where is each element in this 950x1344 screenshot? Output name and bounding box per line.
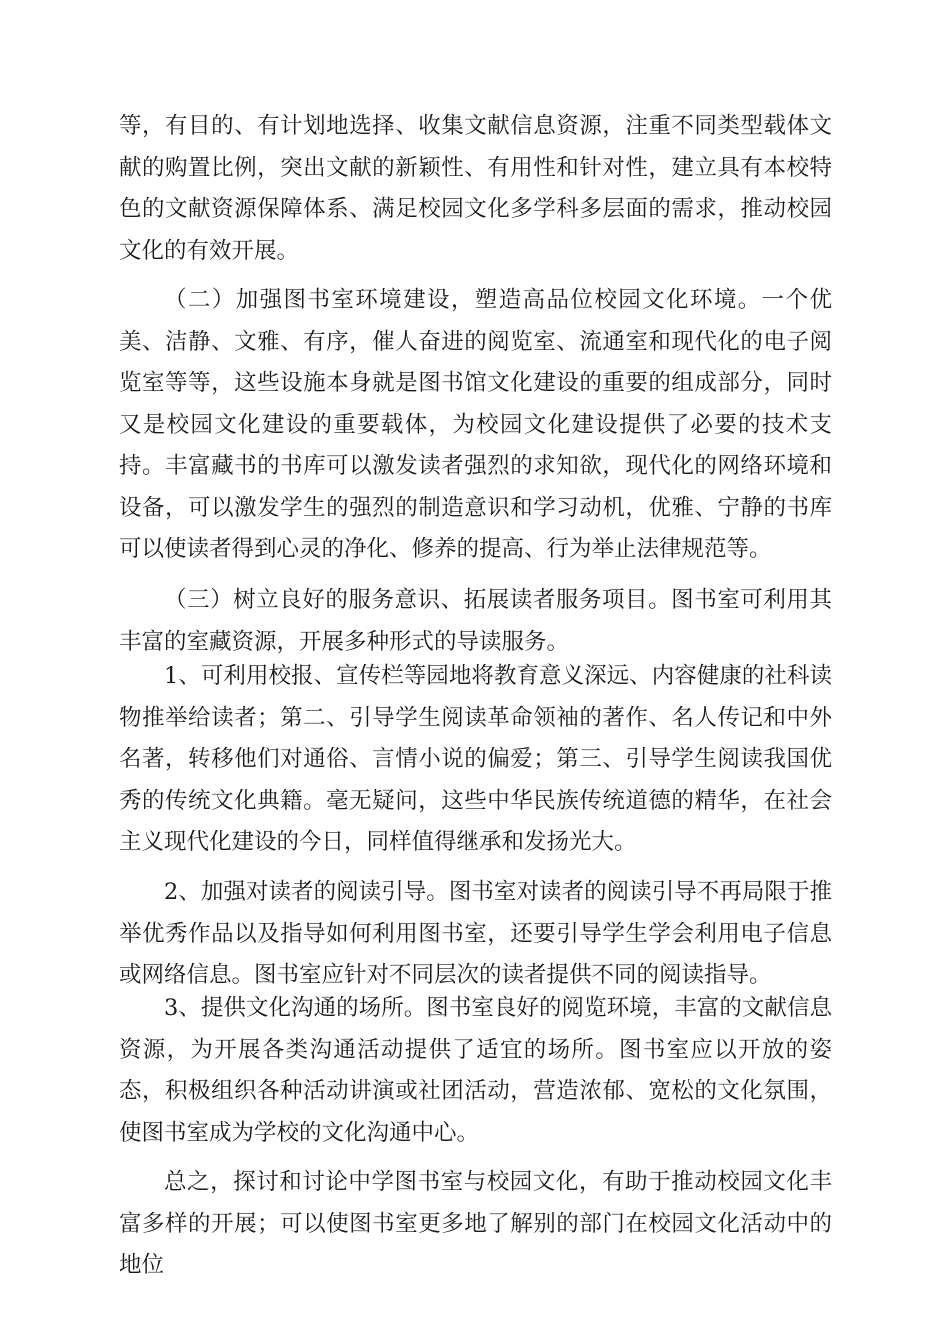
paragraph-conclusion: 总之，探讨和讨论中学图书室与校园文化，有助于推动校园文化丰富多样的开展；可以使图书室更多地了解别的部门在校园文化活动中的地位 [119, 1169, 832, 1278]
paragraph-continuation: 等，有目的、有计划地选择、收集文献信息资源，注重不同类型载体文献的购置比例，突出文献的新颖性、有用性和针对性，建立具有本校特色的文献资源保障体系、满足校园文化多学科多层面的需求，推动校园文化的有效开展。 [119, 113, 832, 264]
paragraph-environment: （二）加强图书室环境建设，塑造高品位校园文化环境。一个优美、洁静、文雅、有序，催人奋进的阅览室、流通室和现代化的电子阅览室等等，这些设施本身就是图书馆文化建设的重要的组成部分，同时又是校园文化建设的重要载体，为校园文化建设提供了必要的技术支持。丰富藏书的书库可以激发读者强烈的求知欲，现代化的网络环境和设备，可以激发学生的强烈的制造意识和学习动机，优雅、宁静的书库可以使读者得到心灵的净化、修养的提高、行为举止法律规范等。 [119, 287, 832, 562]
paragraph-item-1: 1、可利用校报、宣传栏等园地将教育意义深远、内容健康的社科读物推举给读者；第二、引导学生阅读革命领袖的著作、名人传记和中外名著，转移他们对通俗、言情小说的偏爱；第三、引导学生阅读我国优秀的传统文化典籍。毫无疑问，这些中华民族传统道德的精华，在社会主义现代化建设的今日，同样值得继承和发扬光大。 [119, 663, 832, 855]
paragraph-item-2: 2、加强对读者的阅读引导。图书室对读者的阅读引导不再局限于推举优秀作品以及指导如何利用图书室，还要引导学生学会利用电子信息或网络信息。图书室应针对不同层次的读者提供不同的阅读指导。 [119, 879, 832, 988]
paragraph-item-3: 3、提供文化沟通的场所。图书室良好的阅览环境，丰富的文献信息资源，为开展各类沟通活动提供了适宜的场所。图书室应以开放的姿态，积极组织各种活动讲演或社团活动，营造浓郁、宽松的文化氛围，使图书室成为学校的文化沟通中心。 [119, 995, 832, 1146]
paragraph-service: （三）树立良好的服务意识、拓展读者服务项目。图书室可利用其丰富的室藏资源，开展多种形式的导读服务。 [119, 587, 832, 655]
